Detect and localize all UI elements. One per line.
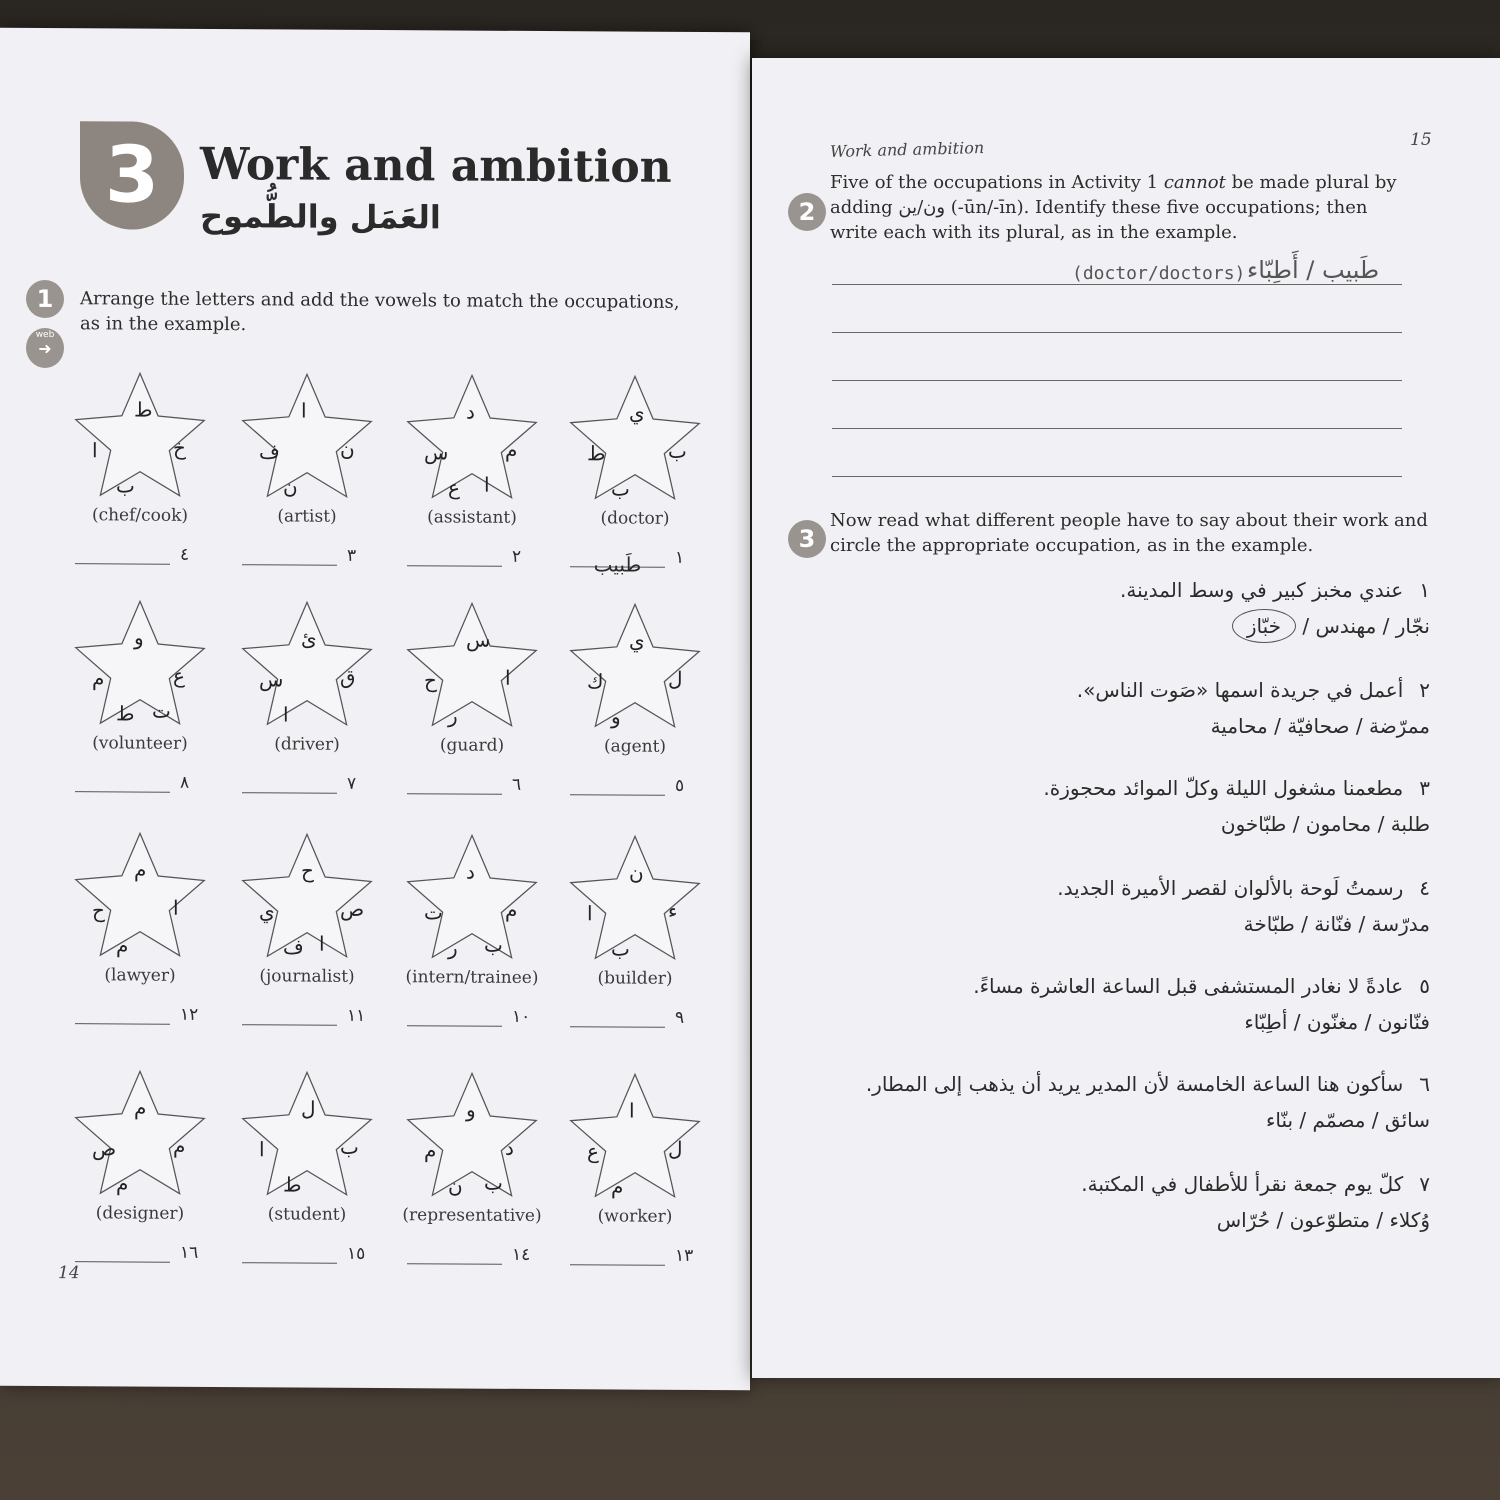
star-letter: ط [283,1172,302,1197]
answer-number: ٨ [180,772,190,793]
answer-blank[interactable] [407,546,521,569]
answer-blank[interactable] [570,547,685,577]
occupation-label: (builder) [597,968,673,989]
activity-2-instruction-b: be made plural by adding ون/ين (-ūn/-īn). Identify these five occupations; then write each with its plural, as in the example. [830,172,1397,243]
occupation-star [232,369,382,527]
occupation-star [232,597,382,755]
web-label: web [35,329,55,341]
arrow-right-icon: ➜ [38,338,52,359]
occupation-star [232,1067,382,1225]
star-letter: ا [505,665,511,690]
question-sentence [1120,578,1430,602]
answer-blank[interactable] [242,1243,365,1266]
star-letter: ب [484,932,503,957]
star-letter: و [134,625,144,650]
answer-line-2[interactable] [832,332,1402,333]
star-letter: ن [283,474,298,499]
occupation-star [397,1068,547,1226]
question-text: كلّ يوم جمعة نقرأ للأطفال في المكتبة. [1081,1172,1404,1196]
star-letter: م [173,1133,186,1158]
star-letter: ن [448,1173,463,1198]
answer-line-4[interactable] [832,428,1402,429]
answer-field[interactable] [407,1011,502,1027]
answer-blank[interactable] [407,774,521,797]
star-letter: ط [587,440,606,466]
left-page [0,28,750,1391]
star-letter: ص [340,896,365,921]
question-sentence [866,1072,1430,1096]
question-item [1043,776,1430,836]
answer-number: ١٣ [675,1245,694,1266]
answer-options[interactable]: طلبة / محامون / طبّاخون [1220,812,1430,836]
occupation-label: (journalist) [259,966,355,987]
question-text: رسمتُ لَوحة بالألوان لقصر الأميرة الجديد. [1057,876,1404,900]
occupation-star [560,371,710,529]
star-letter: س [466,627,491,652]
star-letter: ت [152,698,171,723]
chapter-title: Work and ambition [200,138,672,193]
star-letter: م [424,1137,437,1163]
occupation-label: (student) [267,1204,347,1225]
occupation-star [397,370,547,528]
star-letter: ط [116,701,135,726]
star-letter: ي [629,628,645,653]
answer-options[interactable]: ممرّضة / صحافيّة / محامية [1210,714,1430,738]
star-letter: ب [611,936,630,961]
answer-options[interactable]: وُكلاء / متطوّعون / حُرّاس [1216,1208,1430,1232]
star-letter: ر [448,703,458,728]
occupation-star [560,831,710,989]
answer-blank[interactable] [75,1242,198,1265]
star-letter: ك [587,668,604,694]
occupation-label: (agent) [603,736,667,757]
answer-field[interactable] [570,1012,665,1028]
answer-field[interactable] [242,1248,337,1264]
occupation-star [65,368,215,526]
answer-blank[interactable] [570,775,684,798]
star-letter: م [116,1171,129,1196]
question-item [1081,1172,1430,1232]
question-text: عندي مخبز كبير في وسط المدينة. [1119,578,1404,602]
question-number: ٤ [1419,876,1430,900]
option-text: نجّار / مهندس / [1295,614,1430,638]
answer-field[interactable] [242,1010,337,1026]
answer-blank[interactable] [242,1005,365,1028]
answer-line-3[interactable] [832,380,1402,381]
star-letter: م [505,437,518,462]
star-letter: ل [301,1096,316,1121]
web-link-icon[interactable] [26,328,64,368]
occupation-label: (intern/trainee) [405,967,539,988]
question-text: مطعمنا مشغول الليلة وكلّ الموائد محجوزة. [1043,776,1404,800]
star-letter: ب [611,476,630,501]
activity-2-instruction [830,170,1410,245]
answer-options[interactable]: سائق / مصمّم / بنّاء [1265,1108,1430,1132]
circled-option[interactable]: خبّاز [1232,609,1296,643]
star-letter: ر [448,935,458,960]
answer-number: ١٤ [512,1244,531,1265]
answer-blank[interactable] [75,1004,198,1027]
star-letter: ح [92,897,105,923]
star-letter: ا [484,472,490,497]
question-item [973,974,1430,1034]
question-number: ١ [1419,578,1430,602]
occupation-label: (driver) [274,734,340,755]
star-letter: ا [92,437,98,462]
question-text: عادةً لا نغادر المستشفى قبل الساعة العاشرة مساءً. [973,974,1404,998]
occupation-label: (chef/cook) [91,505,189,526]
answer-field[interactable] [75,777,170,793]
activity-1-instruction: Arrange the letters and add the vowels to match the occupations, as in the example. [80,288,680,336]
example-english: (doctor/doctors) [1072,263,1246,284]
star-letter: م [134,857,147,882]
running-head: Work and ambition [829,137,985,162]
star-letter: ء [668,898,678,923]
star-letter: ع [587,1138,599,1164]
occupation-star [560,1069,710,1227]
occupation-star [65,1066,215,1224]
activity-3-instruction: Now read what different people have to say about their work and circle the appropriate occupation, as in the example. [830,510,1428,556]
star-letter: م [611,1174,624,1199]
occupation-label: (volunteer) [92,733,188,754]
answer-field[interactable] [242,550,337,566]
star-letter: ل [668,1136,683,1161]
question-number: ٢ [1419,678,1430,702]
answer-number: ١٠ [512,1006,531,1027]
example-arabic: طَبيب / أَطِبّاء [1247,256,1380,284]
star-letter: ا [283,702,289,727]
star-letter: ي [629,400,645,425]
star-letter: ع [448,475,460,500]
answer-field[interactable] [407,551,502,567]
answer-number: ٣ [347,545,357,566]
question-item [1077,678,1430,738]
star-letter: ا [629,1098,635,1123]
answer-number: ٢ [512,546,522,567]
star-letter: و [466,1097,476,1122]
star-letter: ب [668,438,687,463]
answer-number: ٩ [675,1007,685,1028]
star-letter: ئ [301,626,317,651]
star-letter: ا [319,931,325,956]
star-letter: ف [283,934,304,959]
occupation-label: (artist) [277,506,337,527]
answer-number: ١٢ [180,1004,199,1025]
star-letter: ا [173,895,179,920]
star-letter: ن [340,436,355,461]
star-letter: ص [92,1135,117,1161]
activity-2-instruction-a: Five of the occupations in Activity 1 [830,172,1164,193]
occupation-label: (doctor) [600,508,670,529]
occupation-star [65,828,215,986]
question-sentence [1057,876,1430,900]
answer-field[interactable] [407,1249,502,1265]
answer-number: ٧ [347,773,357,794]
occupation-star [232,829,382,987]
occupation-label: (representative) [402,1205,542,1227]
answer-number: ١ [675,547,685,568]
question-item [866,1072,1430,1132]
occupation-star [397,830,547,988]
star-letter: ح [301,858,314,883]
answer-options[interactable] [1120,614,1430,638]
star-letter: ف [259,438,280,464]
star-letter: د [505,1135,514,1160]
answer-field[interactable] [570,780,665,796]
occupation-label: (lawyer) [104,965,176,986]
answer-blank[interactable] [570,1007,684,1030]
star-letter: ل [668,666,683,691]
question-number: ٧ [1419,1172,1430,1196]
occupation-star [397,598,547,756]
page-number-right: 15 [1410,130,1432,150]
right-page [752,58,1500,1378]
question-number: ٦ [1419,1072,1430,1096]
star-letter: ب [484,1170,503,1195]
answer-line-1[interactable] [832,284,1402,285]
star-letter: خ [173,435,186,460]
answer-line-5[interactable] [832,476,1402,477]
answer-field[interactable] [75,1247,170,1263]
answer-number: ١٥ [347,1243,366,1264]
page-number-left: 14 [58,1263,80,1284]
star-letter: د [466,859,475,884]
star-letter: س [424,439,449,465]
answer-blank[interactable] [570,1245,693,1268]
star-letter: س [259,666,284,692]
occupation-label: (guard) [439,735,505,756]
star-letter: ق [340,664,356,689]
star-letter: ن [629,860,644,885]
question-sentence [973,974,1430,998]
question-sentence [1081,1172,1430,1196]
star-letter: ي [259,898,275,924]
question-number: ٣ [1419,776,1430,800]
answer-number: ٦ [512,774,522,795]
answer-field[interactable] [407,779,502,795]
star-letter: و [611,704,621,729]
answer-blank[interactable] [242,545,356,568]
answer-options[interactable]: فنّانون / مغنّون / أطِبّاء [1244,1010,1430,1034]
star-letter: ب [116,473,135,498]
answer-field[interactable] [75,1009,170,1025]
answer-blank[interactable] [75,772,189,795]
star-letter: ع [173,663,185,688]
answer-field[interactable] [242,778,337,794]
answer-blank[interactable] [407,1006,530,1029]
occupation-label: (designer) [95,1203,185,1224]
answer-number: ١١ [347,1005,366,1026]
question-sentence [1077,678,1430,702]
chapter-number-badge: 3 [80,121,184,230]
chapter-title-arabic: العَمَل والطُّموح [200,196,441,237]
star-letter: د [466,399,475,424]
question-number: ٥ [1419,974,1430,998]
star-letter: ا [259,1136,265,1162]
question-item [1057,876,1430,936]
answer-field[interactable]: طَبيب [570,552,665,568]
answer-blank[interactable] [242,773,356,796]
star-letter: ا [301,398,307,423]
answer-blank[interactable] [407,1244,530,1267]
answer-number: ٥ [675,775,685,796]
question-text: سأكون هنا الساعة الخامسة لأن المدير يريد أن يذهب إلى المطار. [865,1072,1404,1096]
star-letter: م [134,1095,147,1120]
activity-1-number: 1 [26,280,64,318]
star-letter: ب [340,1134,359,1159]
question-item [1120,578,1430,638]
question-text: أعمل في جريدة اسمها «صَوت الناس». [1076,678,1404,702]
occupation-label: (assistant) [427,507,517,528]
answer-options[interactable]: مدرّسة / فنّانة / طبّاخة [1243,912,1430,936]
activity-2-instruction-emphasis: cannot [1163,172,1226,193]
answer-field[interactable] [570,1250,665,1266]
star-letter: م [92,665,105,691]
activity-2-number: 2 [788,193,826,231]
occupation-label: (worker) [597,1206,673,1227]
star-letter: ت [424,899,443,925]
answer-number: ٤ [180,544,190,565]
question-sentence [1043,776,1430,800]
occupation-star [65,596,215,754]
star-letter: م [116,933,129,958]
star-letter: ط [134,397,153,422]
star-letter: ح [424,667,437,693]
occupation-star [560,599,710,757]
star-letter: ا [587,900,593,926]
answer-blank[interactable] [75,544,189,567]
answer-number: ١٦ [180,1242,199,1263]
answer-field[interactable] [75,549,170,565]
star-letter: م [505,897,518,922]
activity-3-number: 3 [788,520,826,558]
